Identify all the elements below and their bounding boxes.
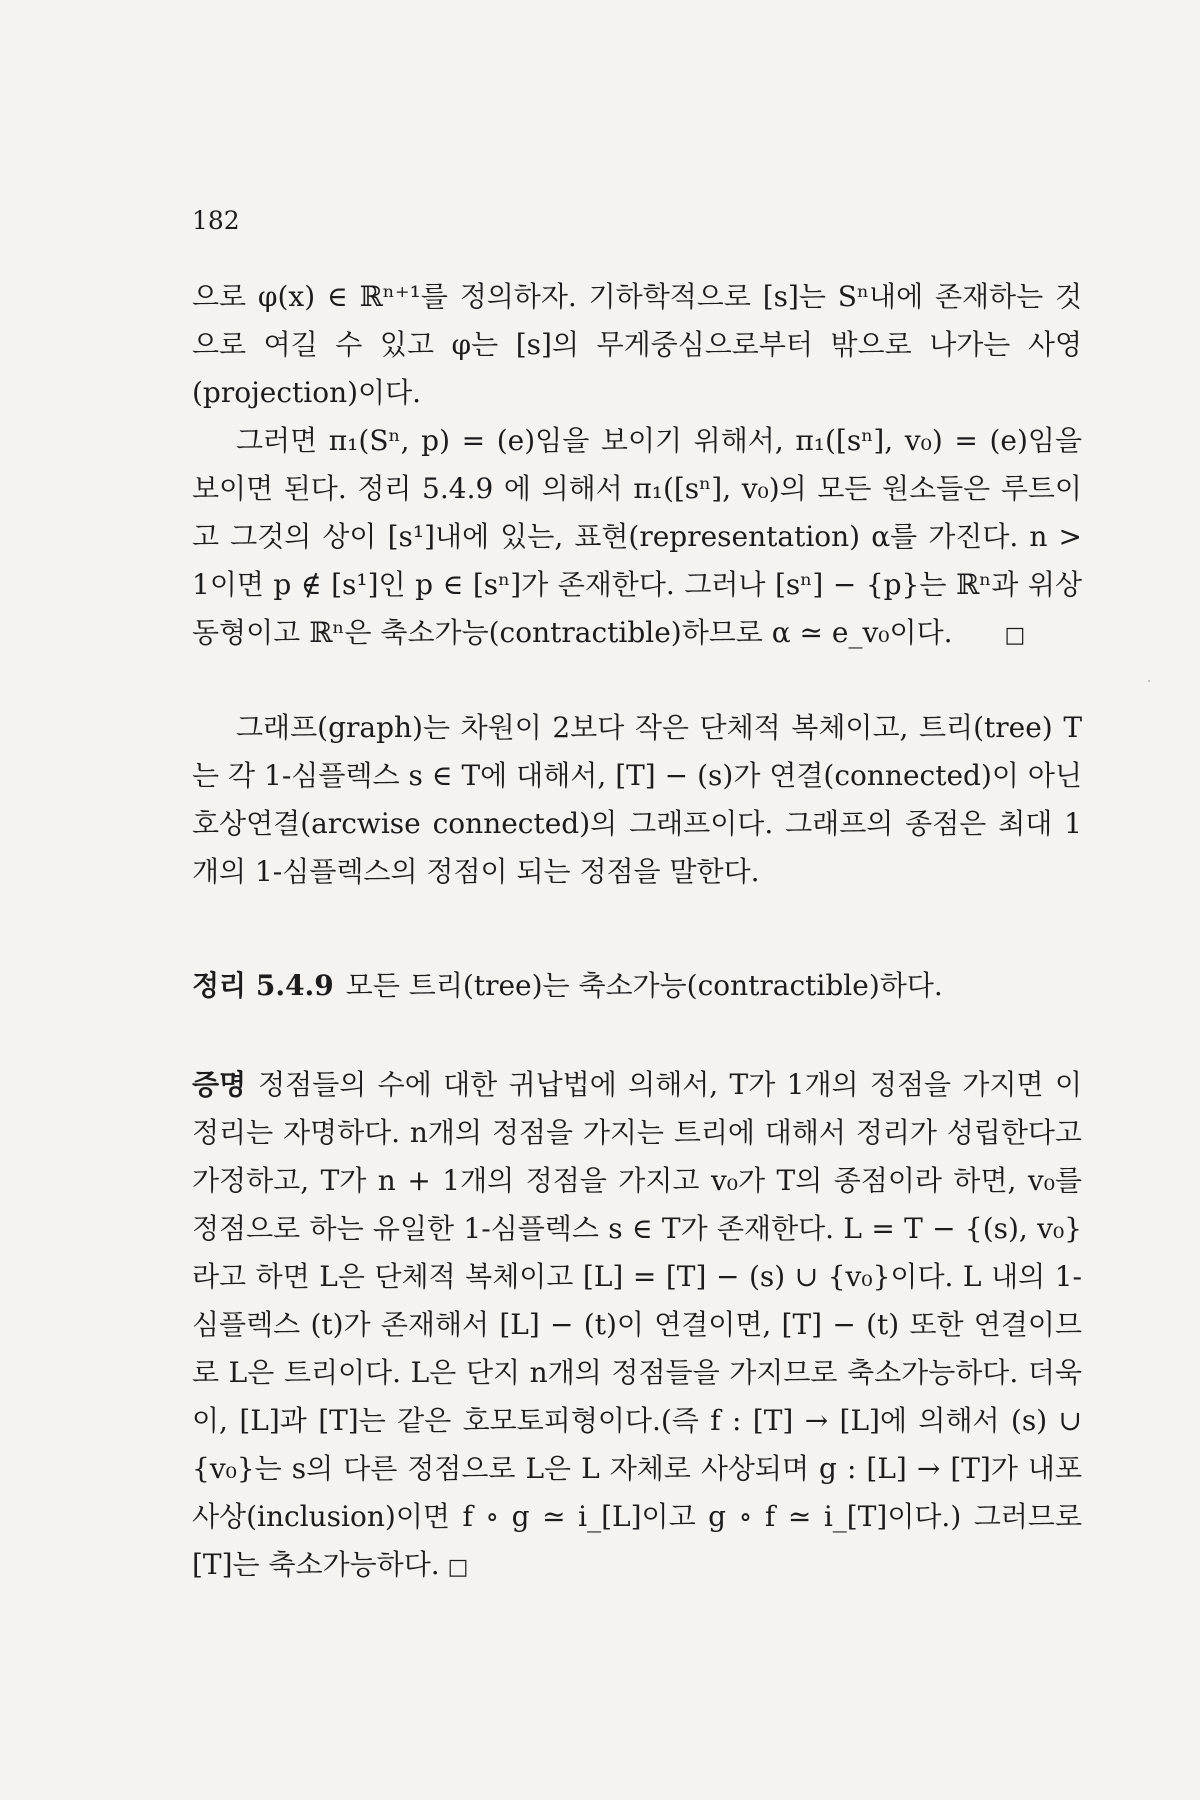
theorem-text: 모든 트리(tree)는 축소가능(contractible)하다.	[345, 969, 943, 1002]
theorem-statement	[192, 962, 1082, 1010]
paragraph-body: 그러면 π₁(Sⁿ, p) = (e)임을 보이기 위해서, π₁([sⁿ], v₀) = (e)임을 보이면 된다. 정리 5.4.9 에 의해서 π₁([sⁿ], v₀)의 모든 원소들은 루트이고 그것의 상이 [s¹]내에 있는, 표현(representation) α를 가진다. n > 1이면 p ∉ [s¹]인 p ∈ [sⁿ]가 존재한다. 그러나 [sⁿ] − {p}는 ℝⁿ과 위상동형이고 ℝⁿ은 축소가능(contractible)하므로 α ≃ e_v₀이다.	[192, 424, 1082, 649]
qed-symbol: □	[447, 1555, 469, 1580]
paragraph-text	[192, 417, 1082, 660]
proof-label: 증명	[192, 1068, 247, 1101]
paragraph-graph-definition	[192, 704, 1082, 896]
proof-text: 정점들의 수에 대한 귀납법에 의해서, T가 1개의 정점을 가지면 이 정리는 자명하다. n개의 정점을 가지는 트리에 대해서 정리가 성립한다고 가정하고, T가 n + 1개의 정점을 가지고 v₀가 T의 종점이라 하면, v₀를 정점으로 하는 유일한 1-심플렉스 s ∈ T가 존재한다. L = T − {(s), v₀}라고 하면 L은 단체적 복체이고 [L] = [T] − (s) ∪ {v₀}이다. L 내의 1-심플렉스 (t)가 존재해서 [L] − (t)이 연결이면, [T] − (t) 또한 연결이므로 L은 트리이다. L은 단지 n개의 정점들을 가지므로 축소가능하다. 더욱이, [L]과 [T]는 같은 호모토피형이다.(즉 f : [T] → [L]에 의해서 (s) ∪ {v₀}는 s의 다른 정점으로 L은 L 자체로 사상되며 g : [L] → [T]가 내포사상(inclusion)이면 f ∘ g ≃ i_[L]이고 g ∘ f ≃ i_[T]이다.) 그러므로 [T]는 축소가능하다.	[192, 1068, 1082, 1581]
paragraph-text: 으로 φ(x) ∈ ℝⁿ⁺¹를 정의하자. 기하학적으로 [s]는 Sⁿ내에 존재하는 것으로 여길 수 있고 φ는 [s]의 무게중심으로부터 밖으로 나가는 사영(projection)이다.	[192, 280, 1082, 409]
theorem-label: 정리 5.4.9	[192, 969, 334, 1002]
page-number: 182	[192, 206, 240, 235]
proof-block	[192, 1061, 1082, 1592]
scan-artifact	[1148, 680, 1150, 682]
qed-symbol: □	[1004, 623, 1026, 648]
paragraph-projection-proof	[192, 273, 1082, 660]
paragraph-text: 그래프(graph)는 차원이 2보다 작은 단체적 복체이고, 트리(tree) T는 각 1-심플렉스 s ∈ T에 대해서, [T] − (s)가 연결(connected)이 아닌 호상연결(arcwise connected)의 그래프이다. 그래프의 종점은 최대 1개의 1-심플렉스의 정점이 되는 정점을 말한다.	[192, 711, 1082, 888]
